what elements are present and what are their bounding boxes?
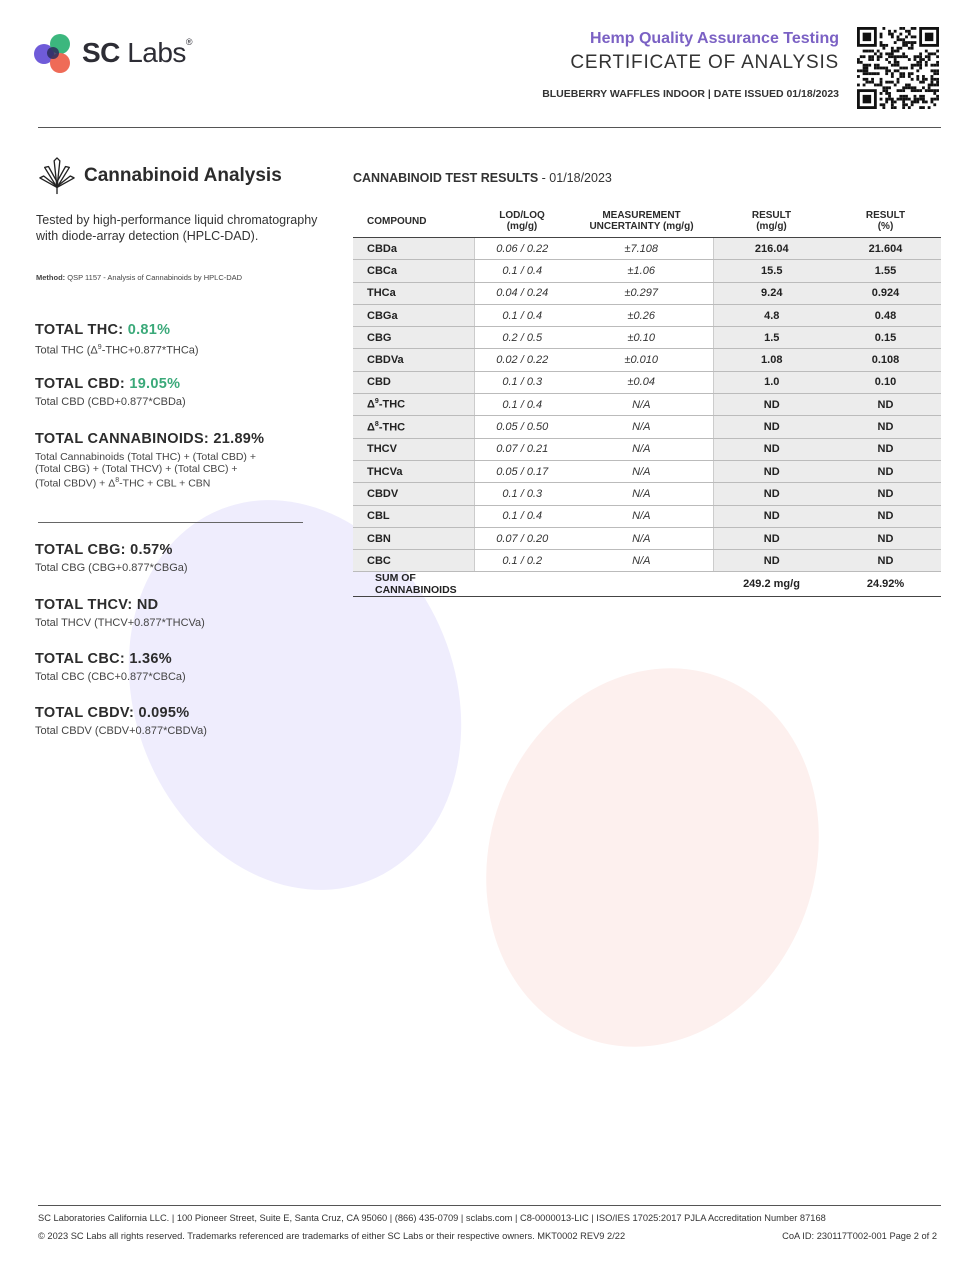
uncertainty: ±7.108 [570, 238, 713, 260]
result-mg: ND [713, 527, 830, 549]
compound-name: CBDa [353, 238, 474, 260]
compound-name: CBDV [353, 483, 474, 505]
table-row [353, 394, 941, 416]
uncertainty: ±0.10 [570, 327, 713, 349]
column-header: MEASUREMENT UNCERTAINTY (mg/g) [570, 205, 713, 238]
table-row [353, 371, 941, 393]
compound-name: CBN [353, 527, 474, 549]
lod-loq: 0.1 / 0.3 [474, 483, 570, 505]
lod-loq: 0.2 / 0.5 [474, 327, 570, 349]
result-mg: 1.5 [713, 327, 830, 349]
lod-loq: 0.1 / 0.4 [474, 394, 570, 416]
uncertainty: ±0.297 [570, 282, 713, 304]
sum-row [353, 572, 941, 597]
header-divider [38, 127, 941, 128]
result-pct: ND [830, 527, 941, 549]
lod-loq: 0.06 / 0.22 [474, 238, 570, 260]
result-pct: ND [830, 438, 941, 460]
table-row [353, 416, 941, 438]
qr-code[interactable] [857, 27, 939, 109]
uncertainty: N/A [570, 550, 713, 572]
compound-name: THCVa [353, 460, 474, 482]
uncertainty: N/A [570, 527, 713, 549]
lod-loq: 0.1 / 0.4 [474, 505, 570, 527]
footer-copyright: © 2023 SC Labs all rights reserved. Trademarks referenced are trademarks of either SC Labs or their respective owners. MKT0002 REV9 2/22 CoA ID: 230117T002-001 Page 2 of 2 [38, 1231, 937, 1241]
logo-text: SC Labs® [82, 37, 193, 68]
program-title: Hemp Quality Assurance Testing [590, 30, 839, 47]
compound-name: CBG [353, 327, 474, 349]
uncertainty: ±0.010 [570, 349, 713, 371]
result-mg: 9.24 [713, 282, 830, 304]
result-pct: ND [830, 550, 941, 572]
lod-loq: 0.02 / 0.22 [474, 349, 570, 371]
sum-pct: 24.92% [830, 572, 941, 597]
uncertainty: N/A [570, 460, 713, 482]
table-row [353, 460, 941, 482]
background-blob-peach [434, 621, 871, 1094]
compound-name: CBD [353, 371, 474, 393]
compound-name: CBDVa [353, 349, 474, 371]
table-row [353, 327, 941, 349]
compound-name: CBC [353, 550, 474, 572]
compound-name: THCa [353, 282, 474, 304]
result-pct: 21.604 [830, 238, 941, 260]
result-pct: 0.924 [830, 282, 941, 304]
uncertainty: N/A [570, 483, 713, 505]
result-pct: ND [830, 460, 941, 482]
column-header: LOD/LOQ (mg/g) [474, 205, 570, 238]
document-title: CERTIFICATE OF ANALYSIS [570, 52, 839, 73]
section-title-text: Cannabinoid Analysis [84, 165, 282, 186]
result-pct: 0.108 [830, 349, 941, 371]
column-header: COMPOUND [353, 205, 474, 238]
sc-labs-logo [32, 30, 222, 80]
compound-name: THCV [353, 438, 474, 460]
column-header: RESULT (%) [830, 205, 941, 238]
result-mg: 1.0 [713, 371, 830, 393]
result-mg: 15.5 [713, 260, 830, 282]
table-row [353, 260, 941, 282]
table-row [353, 282, 941, 304]
footer-address: SC Laboratories California LLC. | 100 Pioneer Street, Suite E, Santa Cruz, CA 95060 | (866) 435-0709 | sclabs.com | C8-0000013-LIC | ISO/IES 17025:2017 PJLA Accreditation Number 87168 [38, 1213, 826, 1223]
lod-loq: 0.1 / 0.4 [474, 260, 570, 282]
result-mg: 4.8 [713, 304, 830, 326]
result-mg: ND [713, 460, 830, 482]
total-cbd: TOTAL CBD: 19.05% Total CBD (CBD+0.877*CBDa) [35, 376, 186, 408]
compound-name: $\Delta^9$-THC [353, 394, 474, 416]
result-pct: ND [830, 505, 941, 527]
cannabis-leaf-icon [38, 156, 76, 196]
lod-loq: 0.1 / 0.3 [474, 371, 570, 393]
column-header: RESULT (mg/g) [713, 205, 830, 238]
uncertainty: N/A [570, 416, 713, 438]
sc-labs-logo-dots [32, 32, 74, 74]
result-mg: ND [713, 505, 830, 527]
sample-subline: BLUEBERRY WAFFLES INDOOR | DATE ISSUED 01/18/2023 [542, 88, 839, 100]
cannabinoid-results-table [353, 205, 941, 597]
lod-loq: 0.07 / 0.20 [474, 527, 570, 549]
totals-divider [38, 522, 303, 523]
method-description: Tested by high-performance liquid chromatography with diode-array detection (HPLC-DAD). [36, 213, 318, 243]
result-mg: ND [713, 483, 830, 505]
uncertainty: ±1.06 [570, 260, 713, 282]
total-thcv: TOTAL THCV: ND Total THCV (THCV+0.877*THCVa) [35, 597, 205, 629]
total-cannabinoids: TOTAL CANNABINOIDS: 21.89% Total Cannabinoids (Total THC) + (Total CBD) + (Total CBG) + (Total THCV) + (Total CBC) + (Total CBDV) + $\Delta^8$-THC + CBL + CBN [35, 431, 265, 490]
section-title [38, 156, 282, 196]
result-pct: ND [830, 483, 941, 505]
method-line: Method: QSP 1157 - Analysis of Cannabinoids by HPLC-DAD [36, 273, 243, 282]
lod-loq: 0.04 / 0.24 [474, 282, 570, 304]
result-mg: ND [713, 416, 830, 438]
table-row [353, 550, 941, 572]
compound-name: $\Delta^8$-THC [353, 416, 474, 438]
lod-loq: 0.1 / 0.4 [474, 304, 570, 326]
table-row [353, 483, 941, 505]
result-mg: 216.04 [713, 238, 830, 260]
total-cbc: TOTAL CBC: 1.36% Total CBC (CBC+0.877*CBCa) [35, 651, 186, 683]
result-pct: 1.55 [830, 260, 941, 282]
result-mg: ND [713, 438, 830, 460]
coa-id: CoA ID: 230117T002-001 Page 2 of 2 [782, 1231, 937, 1241]
table-row [353, 527, 941, 549]
uncertainty: N/A [570, 505, 713, 527]
result-mg: ND [713, 394, 830, 416]
sum-label: SUM OF CANNABINOIDS [353, 572, 474, 597]
table-row [353, 238, 941, 260]
compound-name: CBCa [353, 260, 474, 282]
compound-name: CBGa [353, 304, 474, 326]
lod-loq: 0.05 / 0.50 [474, 416, 570, 438]
uncertainty: N/A [570, 438, 713, 460]
table-row [353, 505, 941, 527]
uncertainty: N/A [570, 394, 713, 416]
footer-divider [38, 1205, 941, 1206]
table-row [353, 438, 941, 460]
lod-loq: 0.07 / 0.21 [474, 438, 570, 460]
result-mg: 1.08 [713, 349, 830, 371]
result-mg: ND [713, 550, 830, 572]
header-titles [542, 30, 839, 100]
total-cbdv: TOTAL CBDV: 0.095% Total CBDV (CBDV+0.877*CBDVa) [35, 705, 207, 737]
results-title: CANNABINOID TEST RESULTS - 01/18/2023 [353, 171, 612, 185]
table-header-row [353, 205, 941, 238]
total-thc: TOTAL THC: 0.81% Total THC $(\Delta^9-THC+0.877*THCa)$ [35, 322, 199, 357]
result-pct: 0.10 [830, 371, 941, 393]
lod-loq: 0.05 / 0.17 [474, 460, 570, 482]
uncertainty: ±0.04 [570, 371, 713, 393]
uncertainty: ±0.26 [570, 304, 713, 326]
lod-loq: 0.1 / 0.2 [474, 550, 570, 572]
result-pct: 0.15 [830, 327, 941, 349]
sum-mg: 249.2 mg/g [713, 572, 830, 597]
result-pct: ND [830, 416, 941, 438]
result-pct: 0.48 [830, 304, 941, 326]
table-row [353, 349, 941, 371]
result-pct: ND [830, 394, 941, 416]
compound-name: CBL [353, 505, 474, 527]
table-row [353, 304, 941, 326]
total-cbg: TOTAL CBG: 0.57% Total CBG (CBG+0.877*CBGa) [35, 542, 188, 574]
